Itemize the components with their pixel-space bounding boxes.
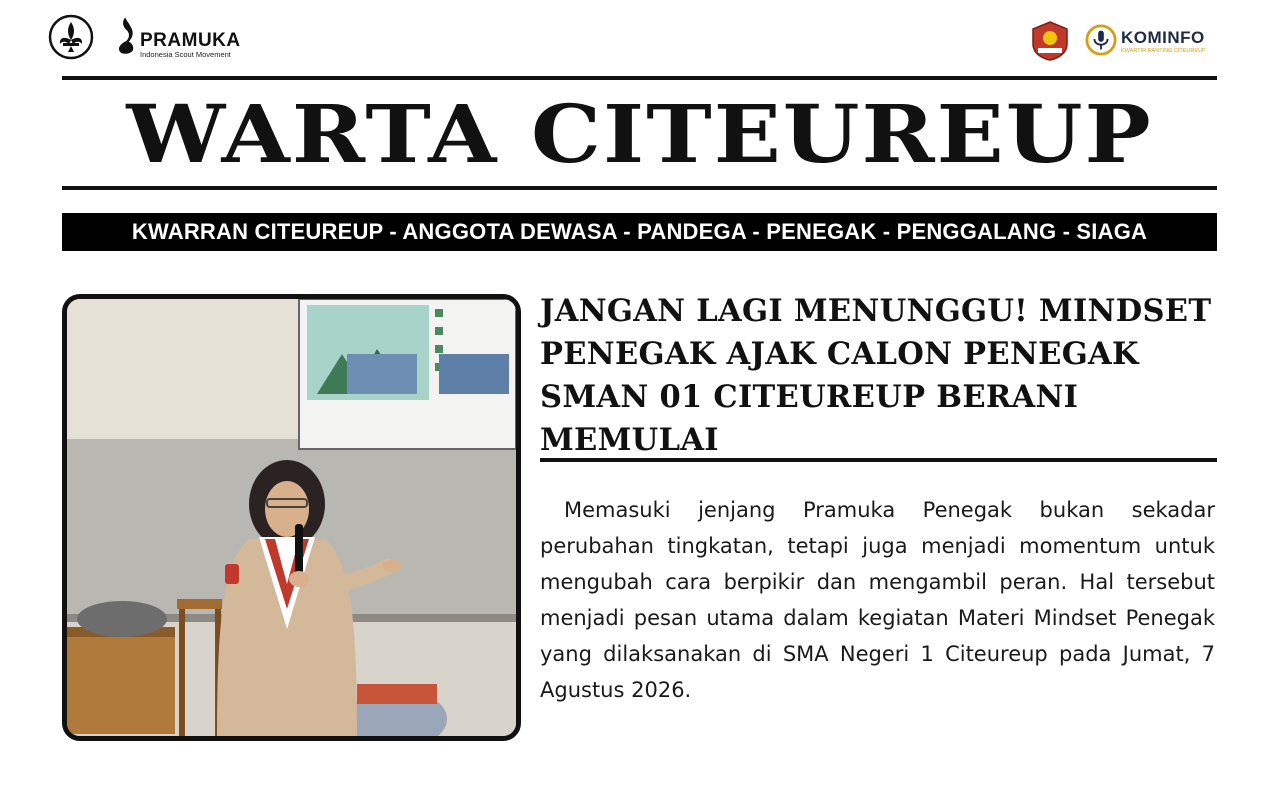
kominfo-tagline: KWARTIR RANTING CITEUREUP <box>1121 48 1206 54</box>
article-photo <box>62 294 521 741</box>
article-body: Memasuki jenjang Pramuka Penegak bukan sekadar perubahan tingkatan, tetapi juga menjadi momentum untuk mengubah cara berpikir dan mengambil peran. Hal tersebut menjadi pesan utama dalam kegiatan Materi Mindset Penegak yang dilaksanakan di SMA Negeri 1 Citeureup pada Jumat, 7 Agustus 2026. <box>540 498 1215 702</box>
classroom-photo-illustration <box>67 299 516 736</box>
masthead-bottom-rule <box>62 186 1217 190</box>
masthead-top-rule <box>62 76 1217 80</box>
pramuka-logo <box>112 12 242 62</box>
masthead-title: WARTA CITEUREUP <box>126 87 1153 181</box>
article-rule <box>540 458 1217 462</box>
category-bar: KWARRAN CITEUREUP - ANGGOTA DEWASA - PANDEGA - PENEGAK - PENGGALANG - SIAGA <box>62 213 1217 251</box>
pramuka-shoot-icon <box>112 12 140 62</box>
pramuka-tagline: Indonesia Scout Movement <box>140 50 231 59</box>
kominfo-wordmark: KOMINFO <box>1121 28 1205 47</box>
article-headline: JANGAN LAGI MENUNGGU! MINDSET PENEGAK AJAK CALON PENEGAK SMAN 01 CITEUREUP BERANI MEMULAI <box>540 293 1212 458</box>
kwarran-shield-icon <box>1030 20 1070 62</box>
kominfo-logo <box>1085 24 1215 64</box>
kominfo-emblem-icon <box>1085 24 1117 56</box>
scout-lily-icon <box>48 14 94 60</box>
pramuka-wordmark: PRAMUKA <box>140 30 241 51</box>
